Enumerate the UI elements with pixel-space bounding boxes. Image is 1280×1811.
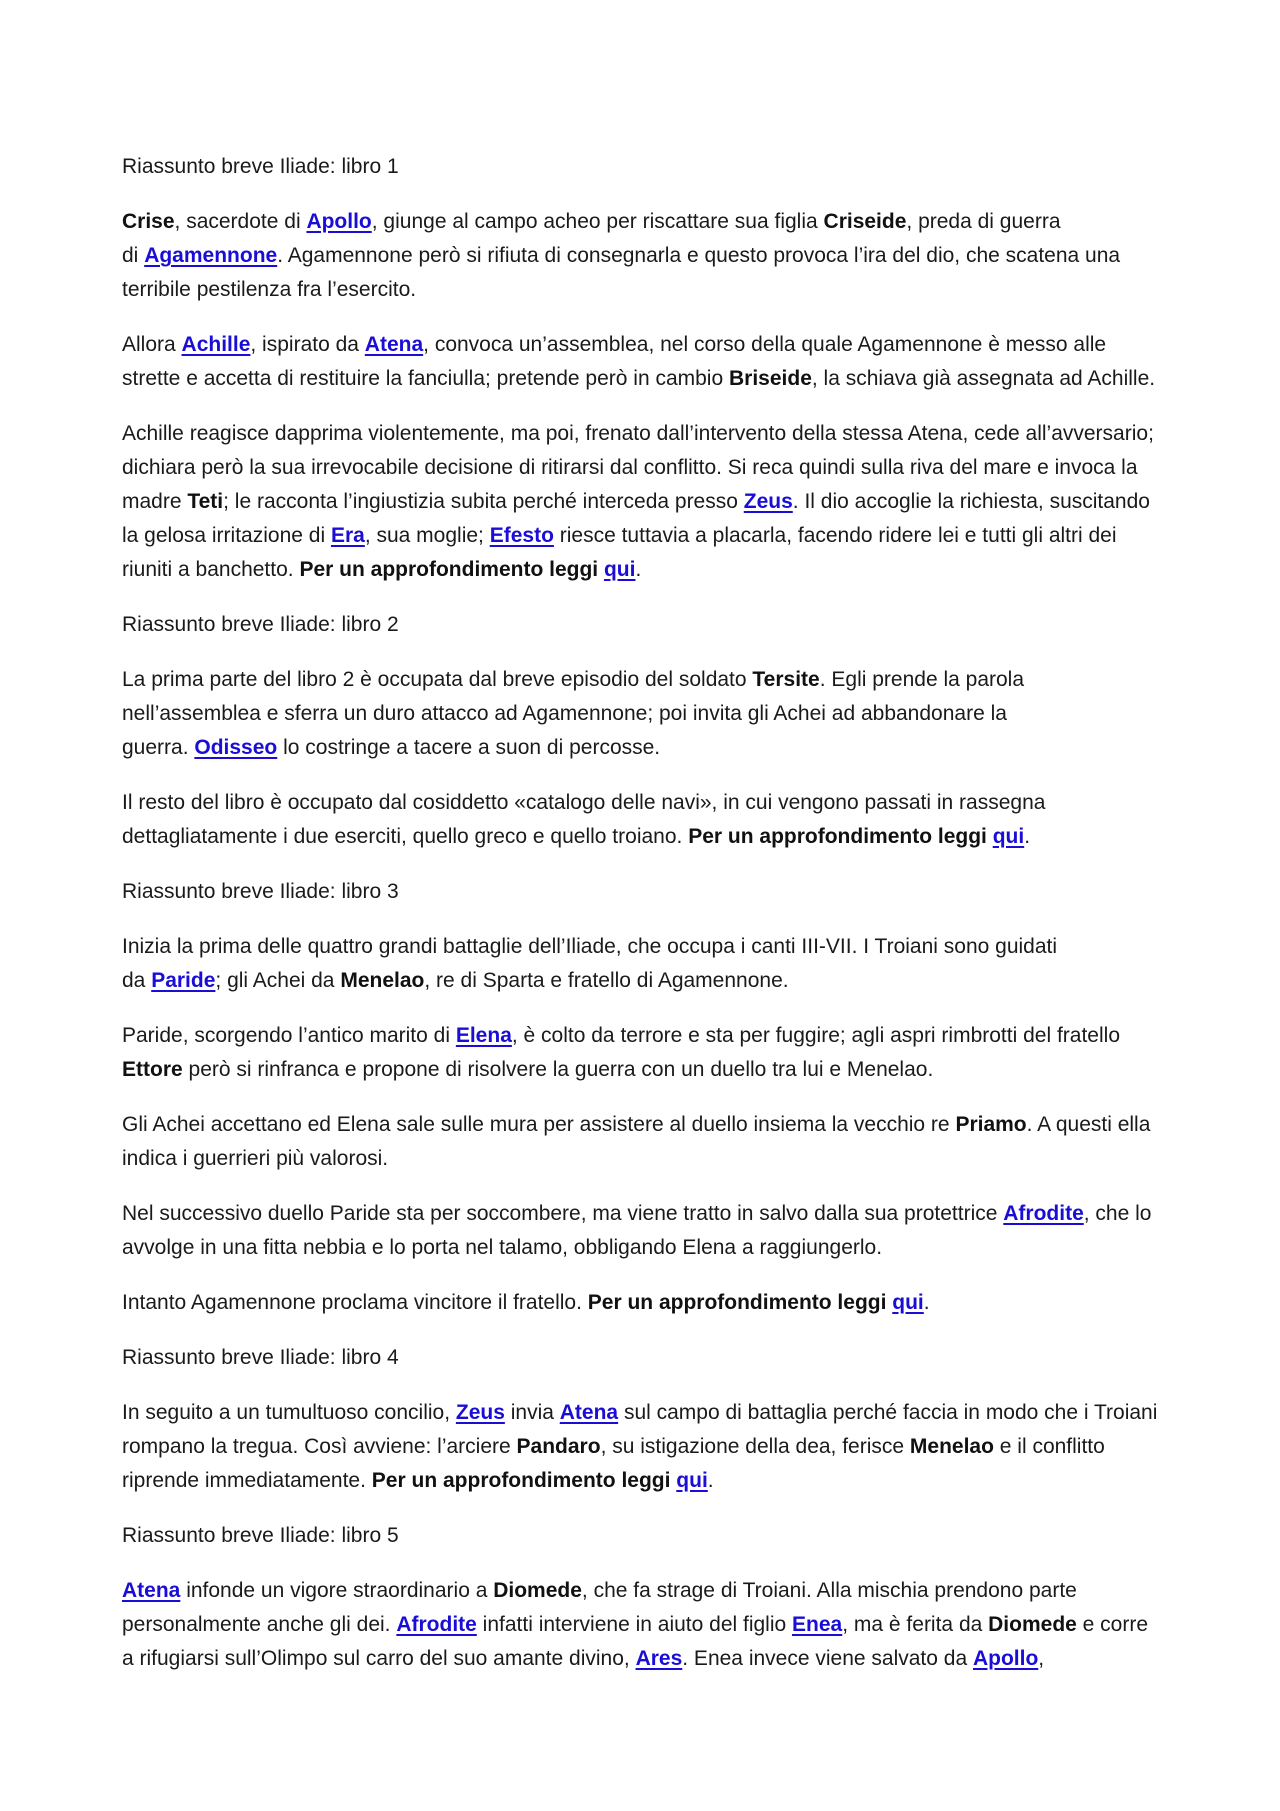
text-run: e corre a rifugiarsi sull’Olimpo sul carro del suo amante divino, — [122, 1613, 1149, 1670]
text-run: ; gli Achei da — [215, 969, 341, 992]
paragraph — [122, 205, 1160, 307]
text-run: , convoca un’assemblea, nel corso della quale Agamennone è messo alle strette e accetta di restituire la fanciulla; pretende però in cambio — [122, 333, 1107, 390]
text-run: In seguito a un tumultuoso concilio, — [122, 1401, 456, 1424]
link-agamennone[interactable]: Agamennone — [144, 244, 278, 267]
paragraph — [122, 663, 1160, 765]
bold-text: Diomede — [493, 1579, 582, 1602]
link-odisseo[interactable]: Odisseo — [194, 736, 278, 759]
text-run: , è colto da terrore e sta per fuggire; agli aspri rimbrotti del fratello — [511, 1024, 1120, 1047]
paragraph — [122, 1286, 1160, 1320]
link-achille[interactable]: Achille — [181, 333, 251, 356]
text-run: , la schiava già assegnata ad Achille. — [811, 367, 1156, 390]
text-run: infatti interviene in aiuto del figlio — [476, 1613, 793, 1636]
text-run: . — [923, 1291, 930, 1314]
text-run: Nel successivo duello Paride sta per soccombere, ma viene tratto in salvo dalla sua protettrice — [122, 1202, 1004, 1225]
text-run: . A questi ella indica i guerrieri più valorosi. — [122, 1113, 1151, 1170]
link-qui[interactable]: qui — [992, 825, 1025, 848]
text-run: . Il dio accoglie la richiesta, suscitando la gelosa irritazione di — [122, 490, 1150, 547]
bold-text: Crise — [122, 210, 175, 233]
section-heading: Riassunto breve Iliade: libro 2 — [122, 613, 399, 636]
paragraph — [122, 1019, 1160, 1087]
text-run: da — [122, 969, 152, 992]
paragraph — [122, 786, 1160, 854]
text-run: . Egli prende la parola nell’assemblea e sferra un duro attacco ad Agamennone; poi invita gli Achei ad abbandonare la — [122, 668, 1025, 725]
text-run: , — [1038, 1647, 1045, 1670]
bold-text: Briseide — [729, 367, 812, 390]
text-run: , che fa strage di Troiani. Alla mischia prendono parte personalmente anche gli dei. — [122, 1579, 1077, 1636]
text-run: riesce tuttavia a placarla, facendo ridere lei e tutti gli altri dei riuniti a banchetto. — [122, 524, 1117, 581]
document-body — [122, 150, 1160, 1676]
bold-text: Menelao — [909, 1435, 994, 1458]
bold-text: Ettore — [122, 1058, 183, 1081]
bold-text: Diomede — [988, 1613, 1077, 1636]
text-run: . — [1024, 825, 1031, 848]
text-run: La prima parte del libro 2 è occupata dal breve episodio del soldato — [122, 668, 753, 691]
text-run: , su istigazione della dea, ferisce — [600, 1435, 910, 1458]
paragraph — [122, 328, 1160, 396]
paragraph — [122, 1574, 1160, 1676]
text-run: Il resto del libro è occupato dal cosiddetto «catalogo delle navi», in cui vengono passati in rassegna dettagliatamente i due eserciti, quello greco e quello troiano. — [122, 791, 1046, 848]
link-atena[interactable]: Atena — [122, 1579, 181, 1602]
text-run: , che lo avvolge in una fitta nebbia e lo porta nel talamo, obbligando Elena a raggiungerlo. — [122, 1202, 1152, 1259]
text-run: , ma è ferita da — [842, 1613, 989, 1636]
section-heading: Riassunto breve Iliade: libro 1 — [122, 155, 399, 178]
text-run: . Enea invece viene salvato da — [682, 1647, 973, 1670]
text-run: ; le racconta l’ingiustizia subita perché interceda presso — [223, 490, 744, 513]
section-heading: Riassunto breve Iliade: libro 5 — [122, 1524, 399, 1547]
link-enea[interactable]: Enea — [792, 1613, 843, 1636]
link-afrodite[interactable]: Afrodite — [1003, 1202, 1084, 1225]
link-elena[interactable]: Elena — [455, 1024, 512, 1047]
text-run: Gli Achei accettano ed Elena sale sulle mura per assistere al duello insiema la vecchio re — [122, 1113, 956, 1136]
text-run: guerra. — [122, 736, 195, 759]
link-apollo[interactable]: Apollo — [306, 210, 372, 233]
link-afrodite[interactable]: Afrodite — [396, 1613, 477, 1636]
link-qui[interactable]: qui — [892, 1291, 924, 1314]
text-run: di — [122, 244, 145, 267]
text-run: , re di Sparta e fratello di Agamennone. — [424, 969, 789, 992]
paragraph — [122, 930, 1160, 998]
bold-text: Menelao — [340, 969, 425, 992]
paragraph — [122, 1108, 1160, 1176]
bold-text: Criseide — [823, 210, 907, 233]
text-run: però si rinfranca e propone di risolvere la guerra con un duello tra lui e Menelao. — [182, 1058, 934, 1081]
paragraph — [122, 417, 1160, 587]
paragraph — [122, 1197, 1160, 1265]
text-run: Achille reagisce dapprima violentemente, ma poi, frenato dall’intervento della stessa Atena, cede all’avversario; dichiara però la sua irrevocabile decisione di ritirarsi dal conflitto. Si reca quindi sulla riva del mare e invoca la madre — [122, 422, 1154, 513]
paragraph — [122, 1396, 1160, 1498]
text-run: , ispirato da — [250, 333, 365, 356]
text-run: Paride, scorgendo l’antico marito di — [122, 1024, 456, 1047]
text-run: infonde un vigore straordinario a — [180, 1579, 494, 1602]
link-qui[interactable]: qui — [676, 1469, 708, 1492]
link-apollo[interactable]: Apollo — [972, 1647, 1039, 1670]
text-run: Intanto Agamennone proclama vincitore il fratello. — [122, 1291, 588, 1314]
text-run: . — [635, 558, 642, 581]
link-zeus[interactable]: Zeus — [455, 1401, 505, 1424]
bold-text: Pandaro — [516, 1435, 601, 1458]
bold-text: Per un approfondimento leggi — [371, 1469, 677, 1492]
link-zeus[interactable]: Zeus — [743, 490, 793, 513]
text-run: , giunge al campo acheo per riscattare sua figlia — [371, 210, 824, 233]
text-run: . Agamennone però si rifiuta di consegnarla e questo provoca l’ira del dio, che scatena una terribile pestilenza fra l’esercito. — [122, 244, 1121, 301]
link-qui[interactable]: qui — [603, 558, 636, 581]
bold-text: Per un approfondimento leggi — [299, 558, 604, 581]
bold-text: Tersite — [752, 668, 820, 691]
text-run: , sua moglie; — [364, 524, 490, 547]
text-run: lo costringe a tacere a suon di percosse. — [277, 736, 661, 759]
link-paride[interactable]: Paride — [151, 969, 216, 992]
link-ares[interactable]: Ares — [635, 1647, 683, 1670]
text-run: Inizia la prima delle quattro grandi battaglie dell’Iliade, che occupa i canti III-VII. I Troiani sono guidati — [122, 935, 1058, 958]
link-era[interactable]: Era — [330, 524, 365, 547]
bold-text: Per un approfondimento leggi — [587, 1291, 893, 1314]
text-run: Allora — [122, 333, 182, 356]
section-heading: Riassunto breve Iliade: libro 3 — [122, 880, 399, 903]
section-heading: Riassunto breve Iliade: libro 4 — [122, 1346, 399, 1369]
text-run: e il conflitto riprende immediatamente. — [122, 1435, 1105, 1492]
text-run: invia — [504, 1401, 560, 1424]
text-run: . — [707, 1469, 714, 1492]
text-run: , preda di guerra — [906, 210, 1061, 233]
text-run: , sacerdote di — [174, 210, 307, 233]
link-efesto[interactable]: Efesto — [489, 524, 554, 547]
bold-text: Priamo — [955, 1113, 1027, 1136]
bold-text: Per un approfondimento leggi — [688, 825, 993, 848]
link-atena[interactable]: Atena — [559, 1401, 619, 1424]
link-atena[interactable]: Atena — [364, 333, 424, 356]
text-run: sul campo di battaglia perché faccia in modo che i Troiani rompano la tregua. Così avviene: l’arciere — [122, 1401, 1158, 1458]
bold-text: Teti — [187, 490, 224, 513]
